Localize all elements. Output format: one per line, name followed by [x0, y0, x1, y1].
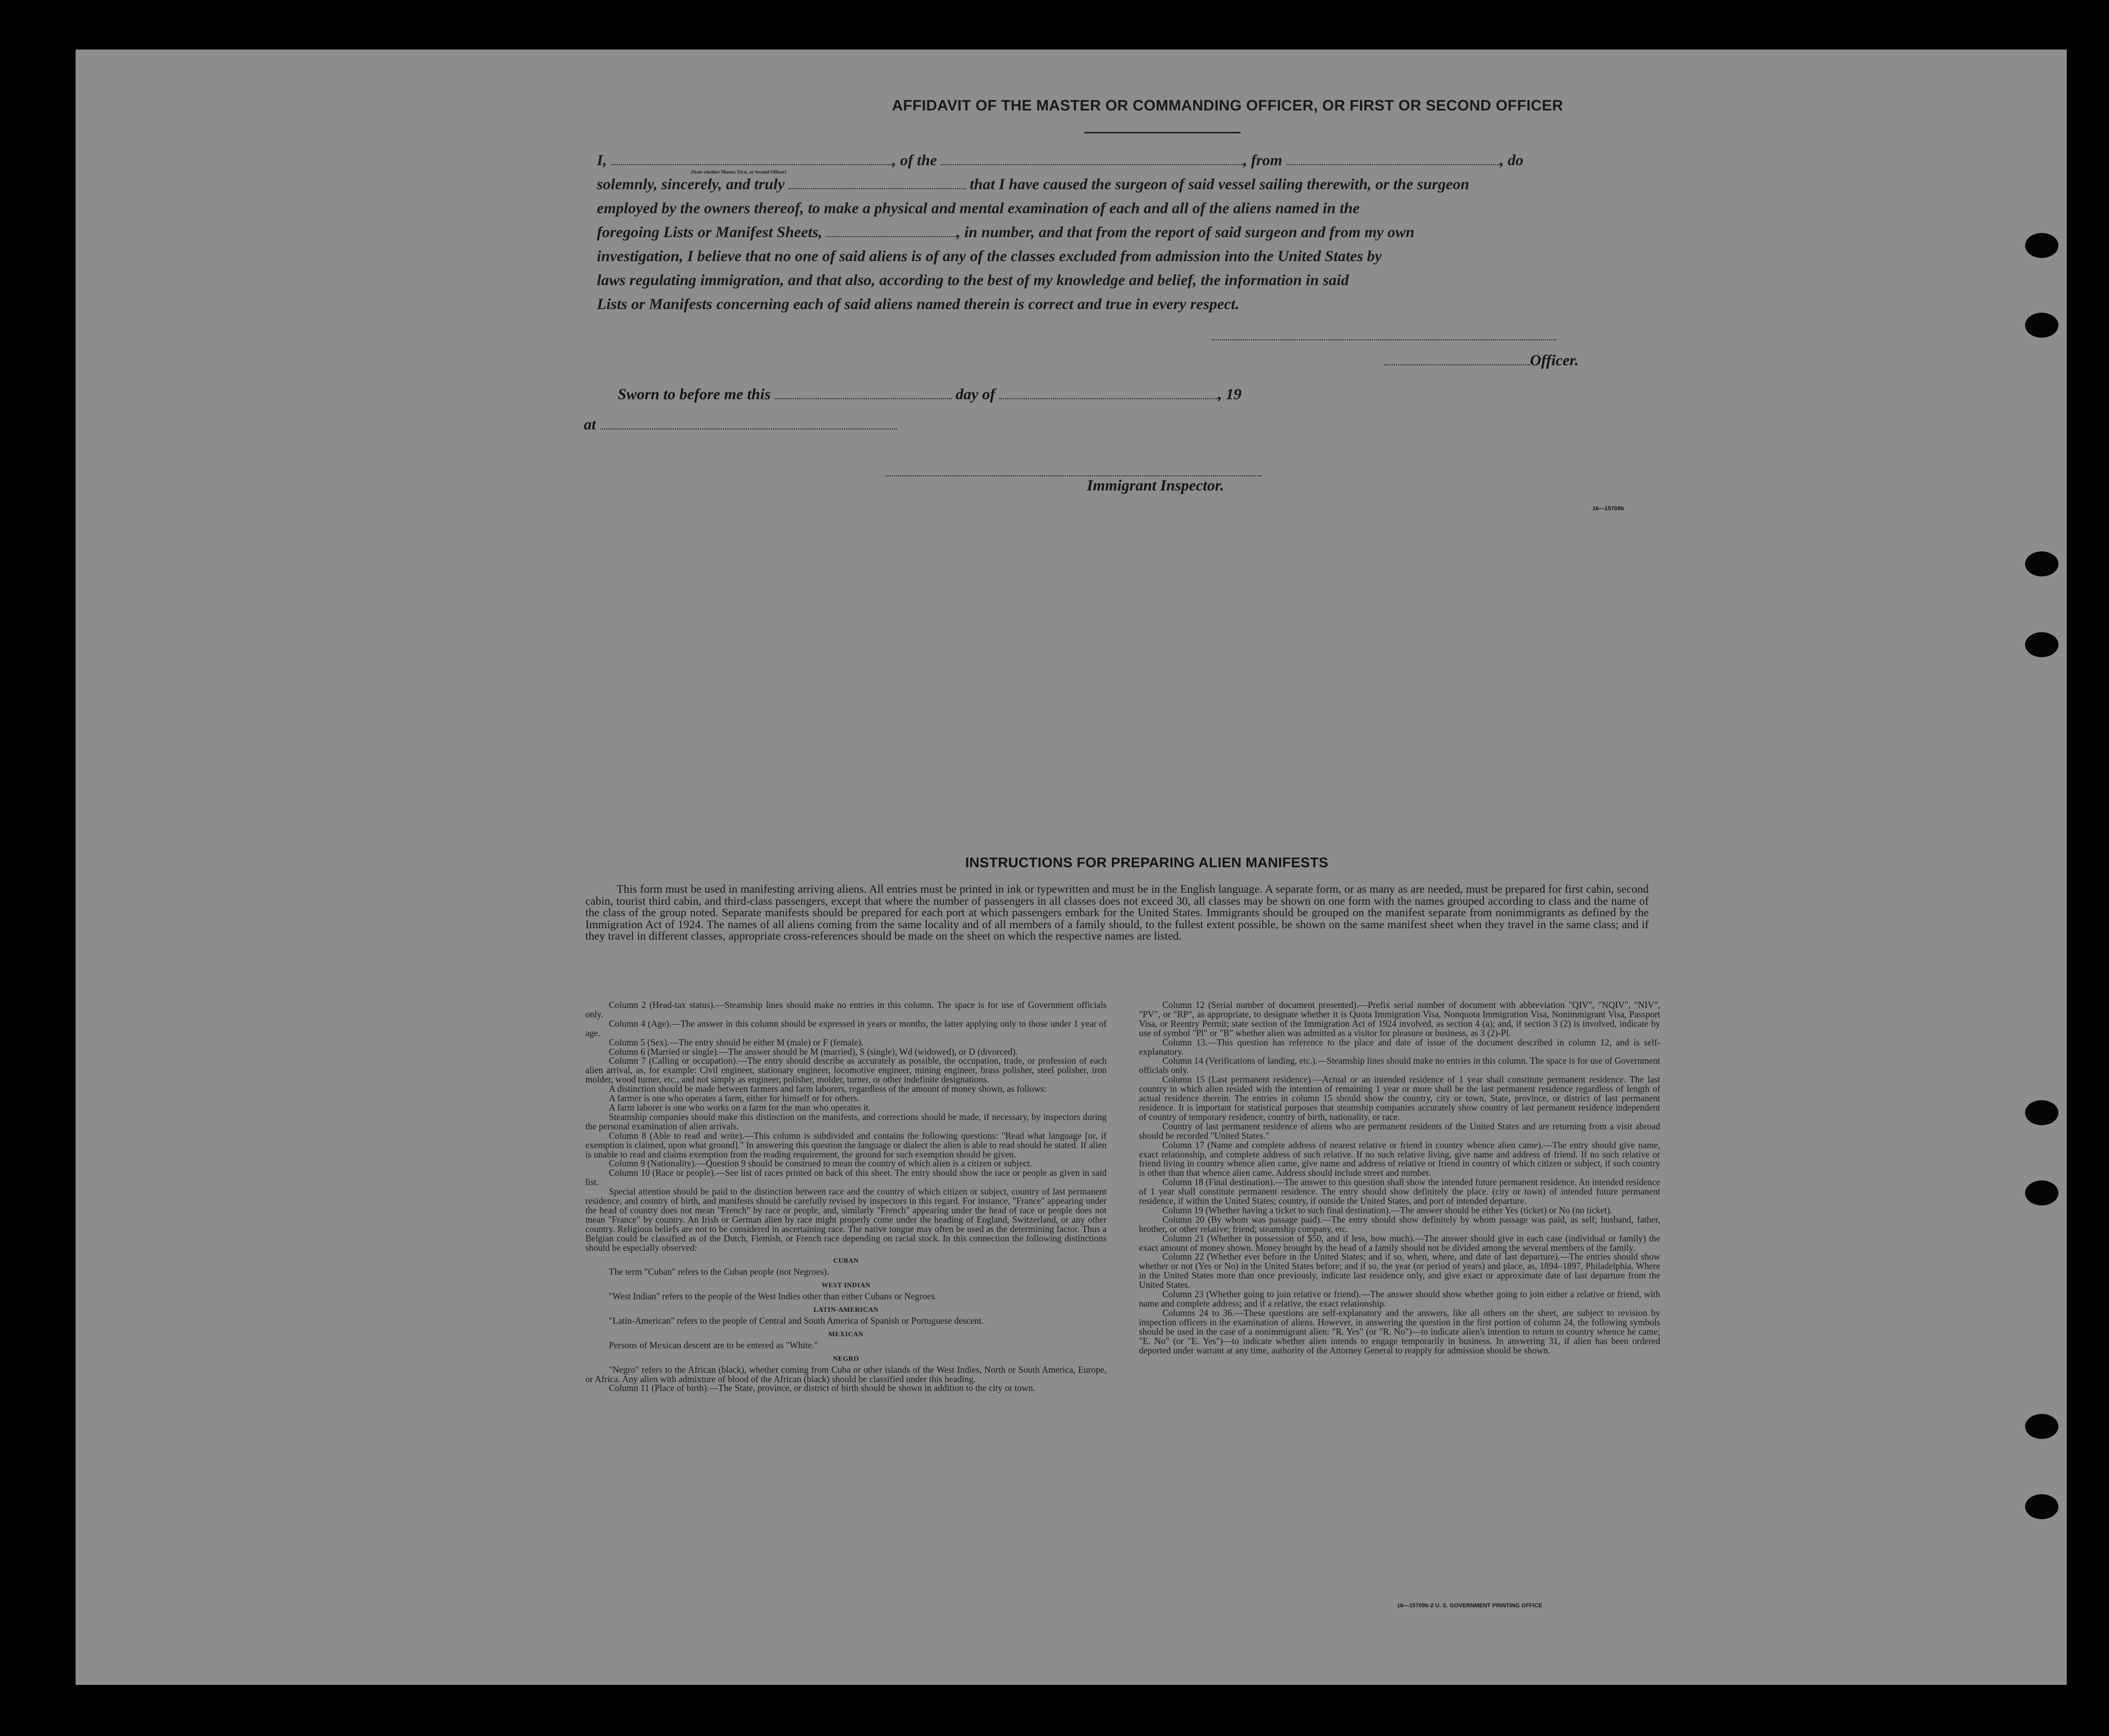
officer-rank-blank[interactable] — [611, 156, 892, 166]
instructions-right-column — [1139, 1001, 1660, 1355]
punch-hole — [2025, 632, 2058, 657]
cuban-text: The term "Cuban" refers to the Cuban people (not Negroes). — [609, 1266, 829, 1277]
affidavit-line-2 — [597, 173, 1660, 196]
column-11-text: Column 11 (Place of birth).—The State, province, or district of birth should be shown in addition to the city or town. — [609, 1383, 1035, 1394]
officer-signature — [1384, 352, 1579, 370]
instruction-paragraph: A distinction should be made between farmers and farm laborers, regardless of the amount of money shown, as follows: — [609, 1084, 1047, 1094]
instruction-paragraph: A farmer is one who operates a farm, either for himself or for others. — [609, 1093, 860, 1104]
oath-blank[interactable] — [789, 180, 966, 190]
instruction-paragraph: Column 5 (Sex).—The entry should be either M (male) or F (female). — [609, 1037, 864, 1048]
instruction-paragraph: Column 10 (Race or people).—See list of races printed on back of this sheet. The entry should show the race or people as given in said list. — [585, 1167, 1107, 1188]
negro-text: "Negro" refers to the African (black), whether coming from Cuba or other islands of the West Indies, North or South America, Europe, or Africa. Any alien with admixture of blood of the African (black) should be classified under this heading. — [585, 1364, 1107, 1384]
manifest-reverse-page — [76, 50, 2067, 1685]
affidavit-title: AFFIDAVIT OF THE MASTER OR COMMANDING OFFICER, OR FIRST OR SECOND OFFICER — [892, 97, 1563, 114]
instruction-paragraph: Column 22 (Whether ever before in the United States; and if so, when, where, and date of last departure).—The entries should show whether or not (Yes or No) in the United States before; and if so, the year (or period of years) and place, as, 1894–1897, Philadelphia. Where in the United States more than once previously, indicate last residence only, and give exact or approximate date of last departure from the United States. — [1139, 1251, 1660, 1290]
text-from: , from — [1243, 152, 1283, 169]
punch-hole — [2025, 1180, 2058, 1205]
instruction-paragraph: Column 21 (Whether in possession of $50, and if less, how much).—The answer should give in each case (individual or family) the exact amount of money shown. Money brought by the head of a family should not be divided among the several members of the family. — [1139, 1233, 1660, 1253]
title-rule — [1084, 132, 1241, 133]
inspector-label: Immigrant Inspector. — [1087, 477, 1224, 494]
instruction-paragraph: Column 14 (Verifications of landing, etc.).—Steamship lines should make no entries in this column. The space is for use of Government officials only. — [1139, 1055, 1660, 1076]
text-of-the: , of the — [892, 152, 937, 169]
latin-american-text: "Latin-American" refers to the people of Central and South America of Spanish or Portuguese descent. — [609, 1315, 984, 1326]
number-blank[interactable] — [826, 228, 957, 238]
signature-line[interactable] — [1212, 339, 1556, 340]
instructions-left-column — [585, 1001, 1107, 1393]
instruction-paragraph: Steamship companies should make this distinction on the manifests, and corrections should be made, if necessary, by inspectors during the personal examination of alien arrivals. — [585, 1111, 1107, 1131]
instruction-paragraph: Column 8 (Able to read and write).—This column is subdivided and contains the following questions: "Read what language [or, if exemption is claimed, upon what ground]." In answering this question the language or dialect the alien is able to read should be stated. If alien is unable to read and claims exemption from the reading requirement, the ground for such exemption should be given. — [585, 1130, 1107, 1160]
sworn-line — [618, 386, 1242, 403]
officer-signature-blank[interactable] — [1384, 356, 1530, 366]
text-foregoing: foregoing Lists or Manifest Sheets, — [597, 224, 823, 241]
text-i: I, — [597, 152, 607, 169]
instruction-paragraph: Column 18 (Final destination).—The answer to this question shall show the intended future permanent residence. An intended residence of 1 year shall constitute permanent residence. The entry should show definitely the place. (city or town) of intended future permanent residence, if within the United States; country, if outside the United States, and port of intended departure. — [1139, 1177, 1660, 1206]
inspector-signature-line[interactable] — [886, 475, 1261, 476]
negro-heading: NEGRO — [832, 1354, 860, 1362]
instruction-paragraph: Column 2 (Head-tax status).—Steamship lines should make no entries in this column. The space is for use of Government officials only. — [585, 1000, 1107, 1019]
affidavit-line-4: foregoing Lists or Manifest Sheets, , in number, and that from the report of said surgeon and from my own — [597, 224, 1415, 241]
instructions-intro: This form must be used in manifesting arriving aliens. All entries must be printed in ink or typewritten and must be in the English language. A separate form, or as many as are needed, must be prepared for first cabin, second cabin, tourist third cabin, and third-class passengers, except that where the number of passengers in all classes does not exceed 30, all classes may be shown on one form with the names grouped according to class and the name of the class of the group noted. Separate manifests should be prepared for each port at which passengers embark for the United States. Immigrants should be grouped on the manifest separate from nonimmigrants as defined by the Immigration Act of 1924. The names of all aliens coming from the same locality and of all members of a family should, to the fullest extent possible, be shown on the same manifest sheet when they travel in the same class; and if they travel in different classes, appropriate cross-references should be made on the sheet on which the respective names are listed. — [585, 882, 1649, 942]
punch-hole — [2025, 551, 2058, 576]
sworn-day-blank[interactable] — [775, 390, 952, 400]
place-blank[interactable] — [600, 420, 897, 430]
instructions-title: INSTRUCTIONS FOR PREPARING ALIEN MANIFESTS — [965, 855, 1329, 870]
text-in-number: in number, and that from the report of said surgeon and from my own — [964, 224, 1415, 241]
text-do: , do — [1500, 152, 1524, 169]
instruction-paragraph: Column 13.—This question has reference to the place and date of issue of the document described in column 12, and is self-explanatory. — [1139, 1037, 1660, 1057]
instruction-paragraph: Column 12 (Serial number of document presented).—Prefix serial number of document with abbreviation "QIV", "NQIV", "NIV", "PV", or "RP", as appropriate, to designate whether it is Quota Immigration Visa, Nonquota Immigration Visa, Nonimmigrant Visa, Passport Visa, or Reentry Permit; state section of the Immigration Act of 1924 involved, as section 4 (a); and, if section 3 (2) is involved, indicate by use of symbol "Pl" or "B" whether alien was admitted as a visitor for pleasure or business, as 3 (2)-Pl. — [1139, 1000, 1660, 1038]
instruction-paragraph: Column 6 (Married or single).—The answer should be M (married), S (single), Wd (widowed), or D (divorced). — [609, 1046, 1018, 1057]
instruction-paragraph: Column 19 (Whether having a ticket to such final destination).—The answer should be either Yes (ticket) or No (no ticket). — [1162, 1204, 1613, 1215]
instruction-paragraph: Columns 24 to 36.—These questions are self-explanatory and the answers, like all others on the sheet, are subject to revision by inspection officers in the examination of aliens. However, in answering the question in the first portion of column 24, the following symbols should be used in the case of a nonimmigrant alien: "R. Yes" (or "R. No")—to indicate alien's intention to return to country whence he came; "E. No" (or "E. Yes")—to indicate whether alien intends to engage temporarily in business. In answering 31, if alien has been ordered deported under warrant at any time, authority of the Attorney General to reapply for admission should be shown. — [1139, 1307, 1660, 1356]
affidavit-line-6: laws regulating immigration, and that also, according to the best of my knowledge and belief, the information in said — [597, 272, 1349, 289]
punch-hole — [2025, 233, 2058, 258]
punch-hole — [2025, 1494, 2058, 1519]
affidavit-line-5: investigation, I believe that no one of said aliens is of any of the classes excluded from admission into the United States by — [597, 248, 1382, 265]
text-solemnly: solemnly, sincerely, and truly — [597, 176, 785, 193]
cuban-heading: CUBAN — [833, 1257, 859, 1265]
mexican-text: Persons of Mexican descent are to be entered as "White." — [609, 1339, 818, 1350]
instruction-paragraph: Column 15 (Last permanent residence).—Actual or an intended residence of 1 year shall constitute permanent residence. The last country in which alien resided with the intention of remaining 1 year or more shall be the last permanent residence regardless of length of actual residence therein. The entries in column 15 should show the country, city or town, State, province, or district of last permanent residence. It is important for statistical purposes that steamship companies accurately show country of last permanent residence independent of country of temporary residence, country of birth, nationality, or race. — [1139, 1074, 1660, 1122]
port-blank[interactable] — [1286, 156, 1500, 166]
instruction-paragraph: Column 17 (Name and complete address of nearest relative or friend in country whence alien came).—The entry should give name, exact relationship, and complete address of such relative. If no such relative living, give name and address of friend. If no such relative or friend living in country whence alien came, give name and address of relative or friend in country of which citizen or subject, if such country is other than that whence alien came. Address should include street and number. — [1139, 1139, 1660, 1178]
punch-hole — [2025, 313, 2058, 338]
text-surgeon: that I have caused the surgeon of said vessel sailing therewith, or the surgeon — [970, 176, 1469, 193]
instruction-paragraph: Special attention should be paid to the distinction between race and the country of which citizen or subject, country of last permanent residence, and country of birth, and manifests should be carefully revised by inspectors in this regard. For instance, "France" appearing under the head of country does not mean "French" by race or people, and, similarly "French" appearing under the head of race or people does not mean "France" by country. An Irish or German alien by race might properly come under the heading of England, Switzerland, or any other country. Religious beliefs are not to be considered in ascertaining race. The native tongue may often be used as the determining factor. Thus a Belgian could be classified as of the Dutch, Flemish, or French race depending on racial stock. In this connection the following distinctions should be especially observed: — [585, 1186, 1107, 1253]
printing-office-footer: 16—15709b-2 U. S. GOVERNMENT PRINTING OFFICE — [1397, 1603, 1542, 1609]
affidavit-line-7: Lists or Manifests concerning each of said aliens named therein is correct and true in every respect. — [597, 296, 1240, 313]
year-prefix: , 19 — [1218, 386, 1242, 403]
day-of-text: day of — [955, 386, 996, 403]
affidavit-body — [597, 149, 1660, 316]
west-indian-heading: WEST INDIAN — [821, 1281, 870, 1289]
instruction-paragraph: Column 23 (Whether going to join relative or friend).—The answer should show whether going to join either a relative or friend, with name and complete address; and if a relative, the exact relationship. — [1139, 1289, 1660, 1309]
instruction-paragraph: A farm laborer is one who works on a farm for the man who operates it. — [609, 1102, 871, 1113]
form-number: 16—15709b — [1592, 506, 1624, 512]
vessel-name-blank[interactable] — [941, 156, 1243, 166]
sworn-text: Sworn to before me this — [618, 386, 771, 403]
rank-note: (State whether Master, First, or Second Officer) — [691, 169, 787, 175]
at-label: at — [584, 416, 596, 433]
instruction-paragraph: Column 4 (Age).—The answer in this column should be expressed in years or months, the latter applying only to those under 1 year of age. — [585, 1018, 1107, 1038]
instruction-paragraph: Country of last permanent residence of aliens who are permanent residents of the United States and are returning from a visit abroad should be recorded "United States." — [1139, 1121, 1660, 1141]
west-indian-text: "West Indian" refers to the people of the West Indies other than either Cubans or Negroes. — [609, 1291, 937, 1302]
punch-hole — [2025, 1100, 2058, 1125]
latin-american-heading: LATIN-AMERICAN — [813, 1306, 879, 1314]
sworn-month-blank[interactable] — [999, 390, 1218, 400]
instruction-paragraph: Column 7 (Calling or occupation).—The entry should describe as accurately as possible, the occupation, trade, or profession of each alien arrival, as, for example: Civil engineer, stationary engineer, locomotive engineer, mining engineer, brass polisher, steel polisher, iron molder, wood turner, etc., and not simply as engineer, polisher, molder, turner, or other indefinite designations. — [585, 1055, 1107, 1085]
officer-label: Officer. — [1530, 352, 1579, 369]
instruction-paragraph: Column 9 (Nationality).—Question 9 should be construed to mean the country of which alien is a citizen or subject. — [609, 1158, 1032, 1169]
at-line — [584, 416, 897, 434]
affidavit-line-3: employed by the owners thereof, to make a physical and mental examination of each and all of the aliens named in the — [597, 200, 1360, 217]
punch-hole — [2025, 1414, 2058, 1439]
instruction-paragraph: Column 20 (By whom was passage paid).—The entry should show definitely by whom passage was paid, as self; husband, father, brother, or other relative; friend; steamship company, etc. — [1139, 1214, 1660, 1234]
mexican-heading: MEXICAN — [828, 1329, 864, 1338]
